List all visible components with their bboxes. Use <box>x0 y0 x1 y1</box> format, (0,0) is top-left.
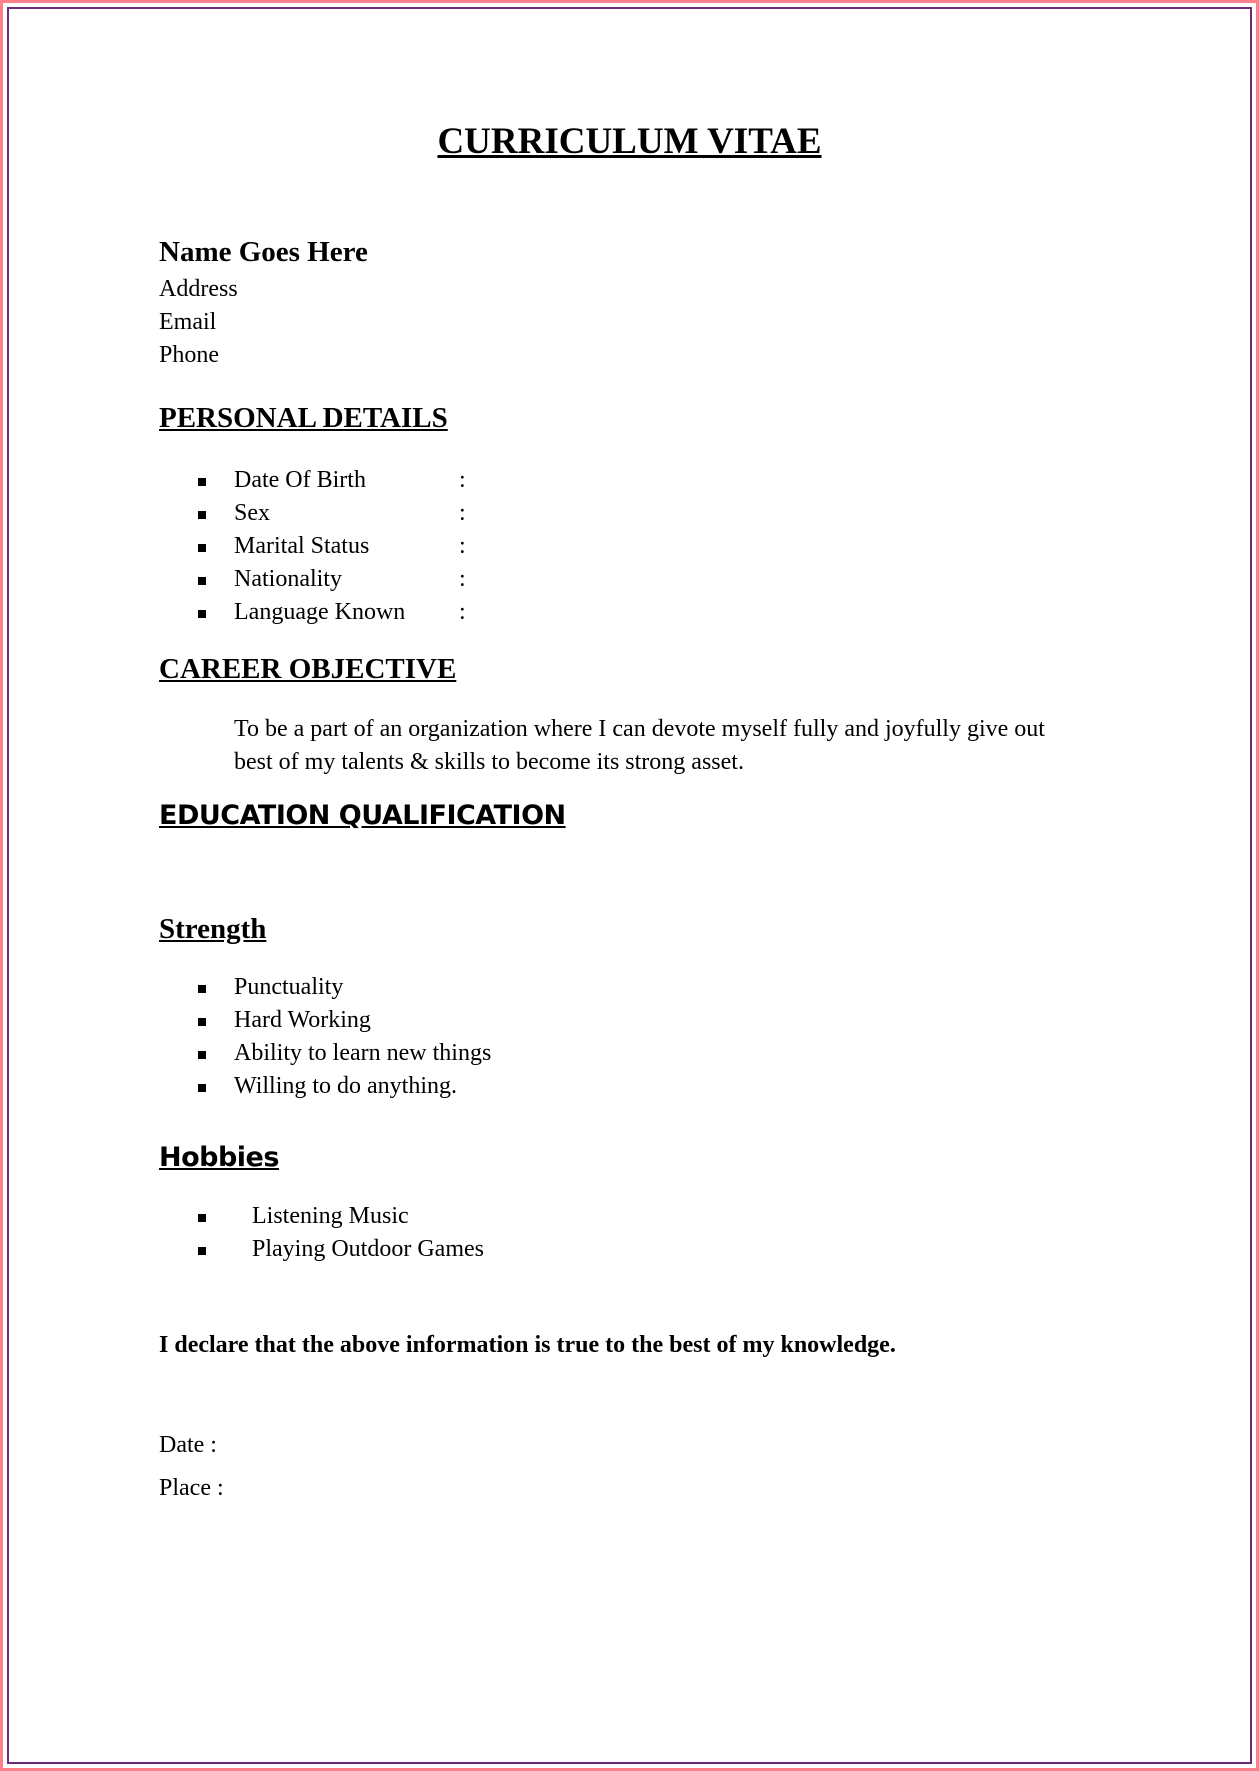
bullet-icon <box>198 544 206 552</box>
strength-heading: Strength <box>159 913 267 945</box>
strength-item: Punctuality <box>234 974 344 1000</box>
career-objective-line: best of my talents & skills to become its strong asset. <box>234 749 744 775</box>
bullet-icon <box>198 478 206 486</box>
bullet-icon <box>198 577 206 585</box>
contact-address: Address <box>159 276 238 302</box>
contact-email: Email <box>159 309 217 335</box>
bullet-icon <box>198 985 206 993</box>
bullet-icon <box>198 1051 206 1059</box>
field-separator: : <box>459 500 466 526</box>
field-label-dob: Date Of Birth <box>234 467 366 493</box>
bullet-icon <box>198 1018 206 1026</box>
field-label-sex: Sex <box>234 500 270 526</box>
field-label-marital-status: Marital Status <box>234 533 370 559</box>
hobbies-heading: Hobbies <box>159 1142 279 1173</box>
strength-item: Willing to do anything. <box>234 1073 458 1099</box>
field-separator: : <box>459 533 466 559</box>
bullet-icon <box>198 610 206 618</box>
declaration-statement: I declare that the above information is true to the best of my knowledge. <box>159 1332 896 1358</box>
document-title: CURRICULUM VITAE <box>437 121 822 162</box>
hobby-item: Playing Outdoor Games <box>252 1236 484 1262</box>
field-separator: : <box>459 566 466 592</box>
field-label-nationality: Nationality <box>234 566 342 592</box>
contact-phone: Phone <box>159 342 219 368</box>
career-objective-line: To be a part of an organization where I can devote myself fully and joyfully give out <box>234 716 1045 742</box>
field-separator: : <box>459 599 466 625</box>
bullet-icon <box>198 1214 206 1222</box>
bullet-icon <box>198 511 206 519</box>
hobby-item: Listening Music <box>252 1203 409 1229</box>
field-separator: : <box>459 467 466 493</box>
personal-details-heading: PERSONAL DETAILS <box>159 402 448 434</box>
education-heading: EDUCATION QUALIFICATION <box>159 800 566 831</box>
bullet-icon <box>198 1084 206 1092</box>
strength-item: Ability to learn new things <box>234 1040 492 1066</box>
field-label-language: Language Known <box>234 599 406 625</box>
strength-item: Hard Working <box>234 1007 371 1033</box>
place-label: Place : <box>159 1475 224 1501</box>
bullet-icon <box>198 1247 206 1255</box>
career-objective-heading: CAREER OBJECTIVE <box>159 653 457 685</box>
candidate-name: Name Goes Here <box>159 236 368 268</box>
date-label: Date : <box>159 1432 217 1458</box>
